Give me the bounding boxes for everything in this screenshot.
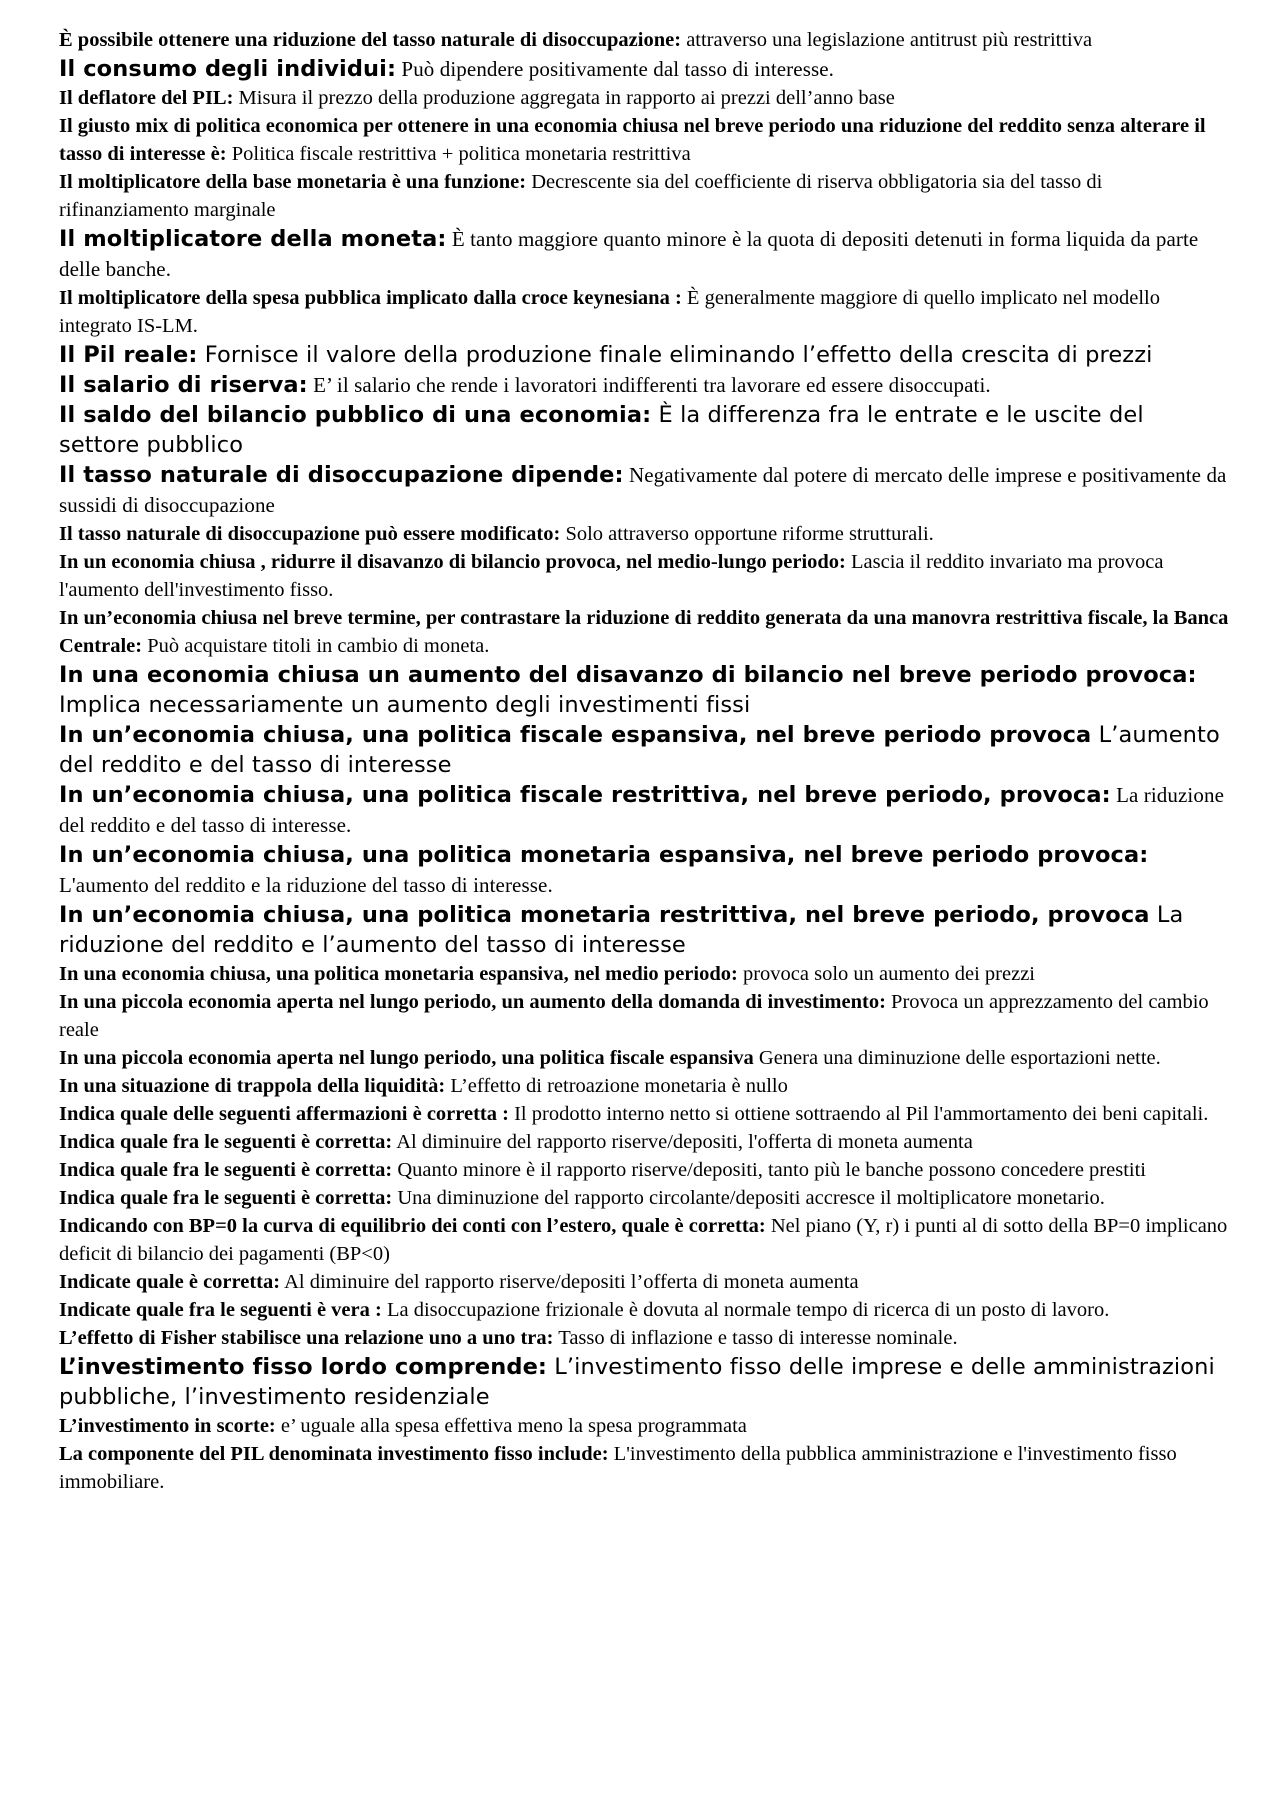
qa-entry: [59, 370, 1230, 400]
answer-text: È generalmente maggiore di quello implicato nel modello integrato IS-LM.: [59, 287, 1160, 337]
answer-text: La disoccupazione frizionale è dovuta al normale tempo di ricerca di un posto di lavoro.: [381, 1299, 1110, 1321]
question-text: In un economia chiusa , ridurre il disavanzo di bilancio provoca, nel medio-lungo periodo:: [59, 551, 846, 573]
question-text: L’investimento in scorte:: [59, 1415, 276, 1437]
question-text: In una situazione di trappola della liquidità:: [59, 1075, 446, 1097]
qa-entry: [59, 900, 1230, 960]
question-text: In un’economia chiusa, una politica fiscale restrittiva, nel breve periodo, provoca:: [59, 782, 1111, 808]
qa-entry: [59, 1296, 1230, 1324]
question-text: Indica quale fra le seguenti è corretta:: [59, 1131, 393, 1153]
qa-entry: [59, 548, 1230, 604]
qa-entry: [59, 26, 1230, 54]
answer-text: e’ uguale alla spesa effettiva meno la spesa programmata: [275, 1415, 747, 1437]
qa-entry: [59, 1412, 1230, 1440]
question-text: In una economia chiusa un aumento del disavanzo di bilancio nel breve periodo provoca:: [59, 662, 1197, 688]
question-text: Il moltiplicatore della moneta:: [59, 226, 447, 252]
qa-entry: [59, 1128, 1230, 1156]
qa-entry: [59, 1184, 1230, 1212]
question-text: In una economia chiusa, una politica monetaria espansiva, nel medio periodo:: [59, 963, 738, 985]
answer-text: Misura il prezzo della produzione aggregata in rapporto ai prezzi dell’anno base: [233, 87, 895, 109]
answer-text: Nel piano (Y, r) i punti al di sotto della BP=0 implicano deficit di bilancio dei pagamenti (BP<0): [59, 1215, 1228, 1265]
question-text: In un’economia chiusa, una politica monetaria restrittiva, nel breve periodo, provoca: [59, 902, 1150, 928]
question-text: In una piccola economia aperta nel lungo periodo, un aumento della domanda di investimento:: [59, 991, 886, 1013]
answer-text: L’effetto di retroazione monetaria è nullo: [445, 1075, 788, 1097]
question-text: Il consumo degli individui:: [59, 56, 397, 82]
question-text: Indicando con BP=0 la curva di equilibrio dei conti con l’estero, quale è corretta:: [59, 1215, 766, 1237]
answer-text: Provoca un apprezzamento del cambio reale: [59, 991, 1209, 1041]
qa-entry: [59, 1156, 1230, 1184]
question-text: In un’economia chiusa nel breve termine, per contrastare la riduzione di reddito generata da una manovra restrittiva fiscale, la Banca Centrale:: [59, 607, 1229, 657]
answer-text: attraverso una legislazione antitrust più restrittiva: [681, 29, 1093, 51]
qa-entry: [59, 112, 1230, 168]
question-text: L’effetto di Fisher stabilisce una relazione uno a uno tra:: [59, 1327, 554, 1349]
question-text: Indicate quale fra le seguenti è vera :: [59, 1299, 382, 1321]
question-text: Indica quale fra le seguenti è corretta:: [59, 1159, 393, 1181]
qa-entry: [59, 988, 1230, 1044]
qa-entry: [59, 168, 1230, 224]
question-text: Il Pil reale:: [59, 342, 198, 368]
qa-entry: [59, 720, 1230, 780]
answer-text: Al diminuire del rapporto riserve/depositi l’offerta di moneta aumenta: [280, 1271, 859, 1293]
question-text: Il deflatore del PIL:: [59, 87, 234, 109]
question-text: Il saldo del bilancio pubblico di una economia:: [59, 402, 652, 428]
answer-text: È tanto maggiore quanto minore è la quota di depositi detenuti in forma liquida da parte delle banche.: [59, 227, 1199, 281]
qa-entry: [59, 520, 1230, 548]
question-text: Il moltiplicatore della spesa pubblica implicato dalla croce keynesiana :: [59, 287, 682, 309]
answer-text: L'investimento della pubblica amministrazione e l'investimento fisso immobiliare.: [59, 1443, 1177, 1493]
answer-text: Una diminuzione del rapporto circolante/depositi accresce il moltiplicatore monetario.: [392, 1187, 1105, 1209]
qa-entry: [59, 400, 1230, 460]
qa-entry: [59, 1352, 1230, 1412]
qa-entry: [59, 660, 1230, 720]
answer-text: L’aumento del reddito e del tasso di interesse: [59, 722, 1220, 778]
question-text: Indica quale delle seguenti affermazioni è corretta :: [59, 1103, 509, 1125]
qa-entry: [59, 54, 1230, 84]
question-text: È possibile ottenere una riduzione del tasso naturale di disoccupazione:: [59, 29, 682, 51]
answer-text: Fornisce il valore della produzione finale eliminando l’effetto della crescita di prezzi: [197, 342, 1153, 368]
qa-entry: [59, 1268, 1230, 1296]
question-text: L’investimento fisso lordo comprende:: [59, 1354, 548, 1380]
qa-entry: [59, 224, 1230, 284]
qa-entry: [59, 84, 1230, 112]
question-text: Indica quale fra le seguenti è corretta:: [59, 1187, 393, 1209]
answer-text: provoca solo un aumento dei prezzi: [737, 963, 1035, 985]
answer-text: Genera una diminuzione delle esportazioni nette.: [753, 1047, 1161, 1069]
qa-entry: [59, 284, 1230, 340]
question-text: La componente del PIL denominata investimento fisso include:: [59, 1443, 609, 1465]
qa-entry: [59, 1100, 1230, 1128]
question-text: Il tasso naturale di disoccupazione può essere modificato:: [59, 523, 561, 545]
question-text: Il moltiplicatore della base monetaria è una funzione:: [59, 171, 527, 193]
question-text: In una piccola economia aperta nel lungo periodo, una politica fiscale espansiva: [59, 1047, 754, 1069]
qa-entry: [59, 840, 1230, 900]
qa-entry: [59, 1440, 1230, 1496]
question-text: Il giusto mix di politica economica per ottenere in una economia chiusa nel breve periodo una riduzione del reddito senza alterare il tasso di interesse è:: [59, 115, 1206, 165]
qa-entry: [59, 1044, 1230, 1072]
answer-text: Implica necessariamente un aumento degli investimenti fissi: [59, 692, 751, 718]
question-text: In un’economia chiusa, una politica monetaria espansiva, nel breve periodo provoca:: [59, 842, 1149, 868]
question-text: Indicate quale è corretta:: [59, 1271, 281, 1293]
qa-entry: [59, 1072, 1230, 1100]
qa-entry: [59, 780, 1230, 840]
qa-entry: [59, 960, 1230, 988]
qa-entry: [59, 604, 1230, 660]
question-text: Il tasso naturale di disoccupazione dipende:: [59, 462, 624, 488]
answer-text: La riduzione del reddito e del tasso di interesse.: [59, 783, 1224, 837]
qa-entry: [59, 1212, 1230, 1268]
answer-text: E’ il salario che rende i lavoratori indifferenti tra lavorare ed essere disoccupati.: [307, 373, 991, 397]
answer-text: L'aumento del reddito e la riduzione del tasso di interesse.: [59, 873, 553, 897]
question-text: Il salario di riserva:: [59, 372, 308, 398]
answer-text: Al diminuire del rapporto riserve/depositi, l'offerta di moneta aumenta: [392, 1131, 973, 1153]
qa-entry: [59, 1324, 1230, 1352]
answer-text: Solo attraverso opportune riforme strutturali.: [560, 523, 934, 545]
answer-text: Tasso di inflazione e tasso di interesse nominale.: [553, 1327, 958, 1349]
answer-text: L’investimento fisso delle imprese e delle amministrazioni pubbliche, l’investimento residenziale: [59, 1354, 1215, 1410]
answer-text: Quanto minore è il rapporto riserve/depositi, tanto più le banche possono concedere prestiti: [392, 1159, 1146, 1181]
answer-text: Il prodotto interno netto si ottiene sottraendo al Pil l'ammortamento dei beni capitali.: [508, 1103, 1209, 1125]
answer-text: La riduzione del reddito e l’aumento del tasso di interesse: [59, 902, 1184, 958]
qa-entry: [59, 340, 1230, 370]
answer-text: Può acquistare titoli in cambio di moneta.: [142, 635, 490, 657]
answer-text: Può dipendere positivamente dal tasso di interesse.: [396, 57, 835, 81]
question-text: In un’economia chiusa, una politica fiscale espansiva, nel breve periodo provoca: [59, 722, 1092, 748]
answer-text: Politica fiscale restrittiva + politica monetaria restrittiva: [226, 143, 691, 165]
answer-text: Lascia il reddito invariato ma provoca l'aumento dell'investimento fisso.: [59, 551, 1164, 601]
answer-text: Decrescente sia del coefficiente di riserva obbligatoria sia del tasso di rifinanziamento marginale: [59, 171, 1103, 221]
qa-entry: [59, 460, 1230, 520]
answer-text: È la differenza fra le entrate e le uscite del settore pubblico: [59, 402, 1144, 458]
answer-text: Negativamente dal potere di mercato delle imprese e positivamente da sussidi di disoccupazione: [59, 463, 1227, 517]
